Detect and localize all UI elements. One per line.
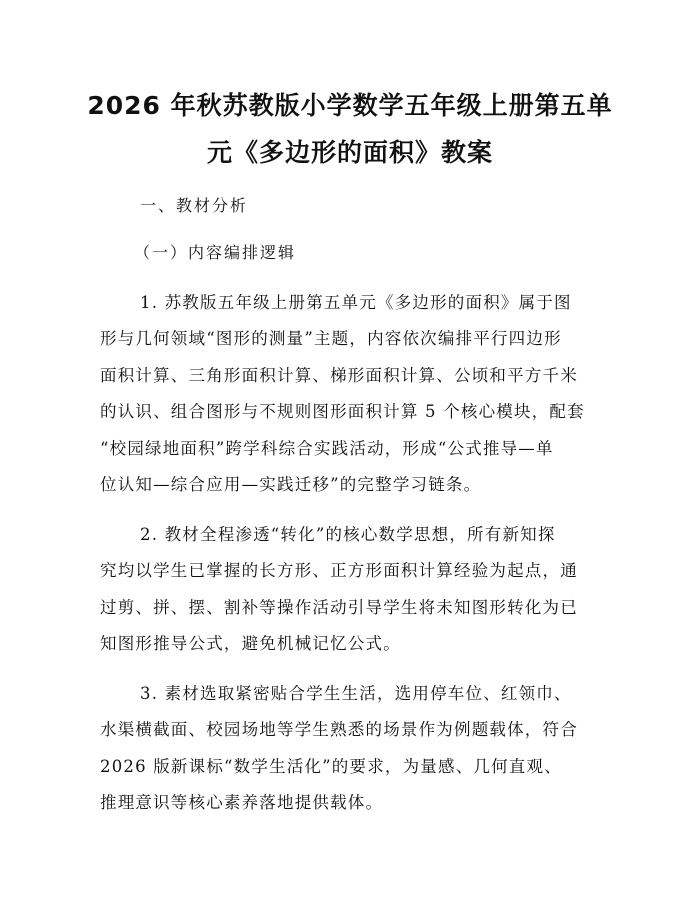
subsection-heading: （一）内容编排逻辑: [134, 243, 297, 262]
paragraph-line: “校园绿地面积”跨学科综合实践活动，形成“公式推导—单: [100, 439, 554, 458]
paragraph-line: 究均以学生已掌握的长方形、正方形面积计算经验为起点，通: [100, 561, 578, 580]
paragraph-line: 2. 教材全程渗透“转化”的核心数学思想，所有新知探: [140, 525, 556, 544]
paragraph-line: 水渠横截面、校园场地等学生熟悉的场景作为例题载体，符合: [100, 720, 578, 739]
paragraph-line: 2026 版新课标“数学生活化”的要求，为量感、几何直观、: [100, 757, 562, 776]
document-title-line-2: 元《多边形的面积》教案: [206, 138, 493, 167]
paragraph-line: 的认识、组合图形与不规则图形面积计算 5 个核心模块，配套: [100, 402, 585, 421]
paragraph-line: 3. 素材选取紧密贴合学生生活，选用停车位、红领巾、: [140, 684, 572, 703]
paragraph-line: 过剪、拼、摆、割补等操作活动引导学生将未知图形转化为已: [100, 598, 578, 617]
document-title-line-1: 2026 年秋苏教版小学数学五年级上册第五单: [87, 91, 613, 120]
paragraph-line: 知图形推导公式，避免机械记忆公式。: [100, 634, 401, 653]
paragraph-line: 位认知—综合应用—实践迁移”的完整学习链条。: [100, 475, 482, 494]
section-heading: 一、教材分析: [140, 196, 249, 215]
paragraph-line: 1. 苏教版五年级上册第五单元《多边形的面积》属于图: [140, 293, 572, 312]
paragraph-line: 形与几何领域“图形的测量”主题，内容依次编排平行四边形: [100, 329, 562, 348]
paragraph-line: 面积计算、三角形面积计算、梯形面积计算、公顷和平方千米: [100, 366, 578, 385]
paragraph-line: 推理意识等核心素养落地提供载体。: [100, 793, 384, 812]
